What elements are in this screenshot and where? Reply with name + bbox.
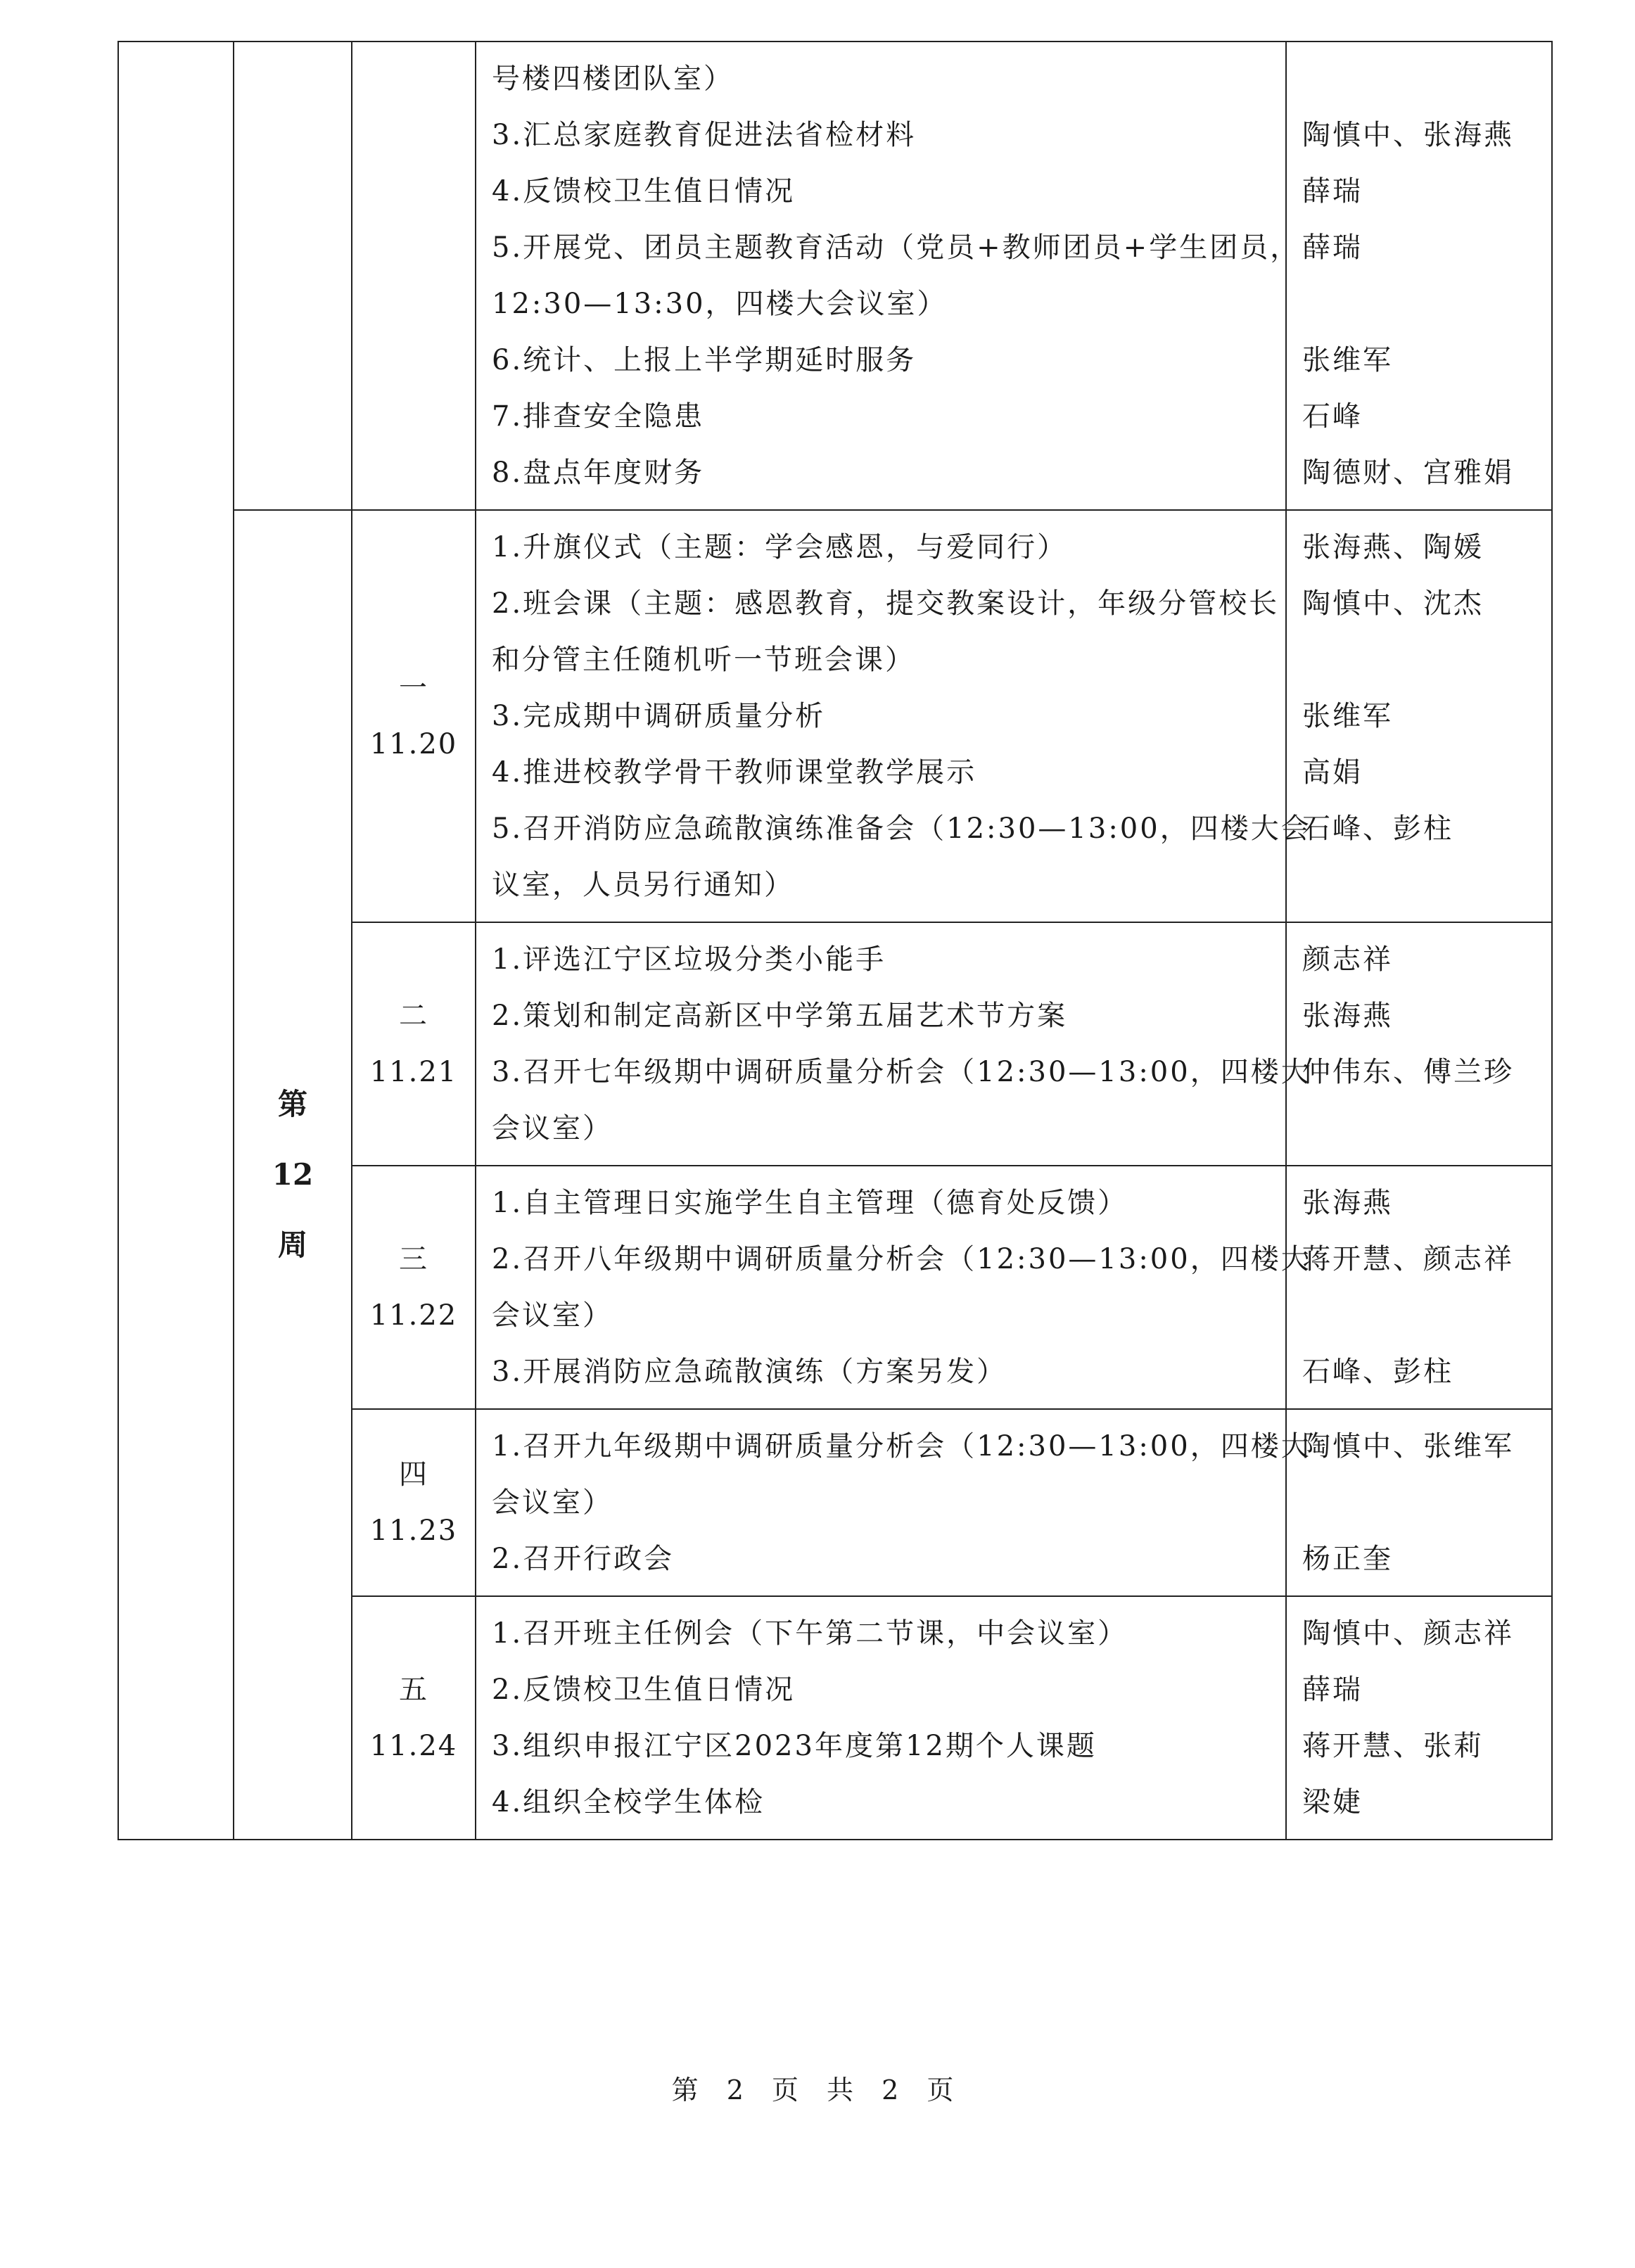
owners-cell	[1286, 510, 1552, 922]
day-cell	[352, 922, 476, 1166]
task-line: 4.反馈校卫生值日情况	[492, 175, 796, 208]
owner-line: 陶慎中、张维军	[1302, 1430, 1514, 1463]
task-line: 5.开展党、团员主题教育活动（党员+教师团员+学生团员，	[492, 231, 1301, 264]
tasks-cell	[476, 922, 1311, 1166]
prev-day-cell	[352, 42, 476, 510]
date-label: 11.20	[369, 728, 458, 760]
task-line: 2.反馈校卫生值日情况	[492, 1674, 796, 1706]
task-line: 6.统计、上报上半学期延时服务	[492, 344, 917, 376]
owner-line: 石峰、彭柱	[1302, 1356, 1453, 1388]
task-line: 会议室）	[492, 1112, 613, 1145]
owner-line: 陶慎中、颜志祥	[1302, 1617, 1514, 1650]
owner-line	[1302, 1287, 1551, 1344]
task-line: 2.策划和制定高新区中学第五届艺术节方案	[492, 1000, 1068, 1032]
owner-line: 薛瑞	[1302, 231, 1363, 264]
weekday-label: 二	[399, 1000, 428, 1032]
tasks-cell	[476, 1409, 1311, 1596]
table-row	[118, 42, 1552, 510]
owner-line: 石峰	[1302, 400, 1363, 433]
owner-line: 梁婕	[1302, 1786, 1363, 1818]
owner-line	[1302, 276, 1551, 332]
page-footer: 第 2 页 共 2 页	[671, 2075, 964, 2105]
owner-line: 高娟	[1302, 756, 1363, 789]
task-line: 3.完成期中调研质量分析	[492, 700, 826, 732]
task-line: 和分管主任随机听一节班会课）	[492, 644, 915, 676]
owners-cell	[1286, 42, 1552, 510]
weekday-label: 一	[399, 672, 428, 704]
task-line: 12:30—13:30，四楼大会议室）	[492, 288, 948, 320]
owner-line: 薛瑞	[1302, 175, 1363, 208]
task-line: 议室，人员另行通知）	[492, 869, 794, 901]
owner-line: 仲伟东、傅兰珍	[1302, 1056, 1514, 1088]
task-line: 2.召开行政会	[492, 1543, 675, 1575]
week-label-num: 12	[272, 1157, 314, 1192]
owner-line: 陶慎中、张海燕	[1302, 119, 1514, 151]
week-label-char1: 第	[277, 1087, 307, 1121]
owner-line: 张海燕、陶媛	[1302, 531, 1484, 563]
owner-line: 陶德财、宫雅娟	[1302, 457, 1514, 489]
owner-line	[1302, 1100, 1551, 1157]
owner-line: 张维军	[1302, 700, 1393, 732]
date-label: 11.24	[369, 1730, 458, 1762]
table-row	[118, 510, 1552, 922]
weekday-label: 四	[399, 1458, 428, 1491]
task-line: 会议室）	[492, 1486, 613, 1519]
owners-cell	[1286, 1596, 1552, 1840]
task-line: 1.评选江宁区垃圾分类小能手	[492, 943, 886, 976]
task-line: 3.组织申报江宁区2023年度第12期个人课题	[492, 1730, 1097, 1762]
task-line: 1.自主管理日实施学生自主管理（德育处反馈）	[492, 1187, 1128, 1219]
tasks-cell	[476, 1166, 1311, 1409]
task-line: 7.排查安全隐患	[492, 400, 705, 433]
schedule-table	[117, 41, 1553, 1840]
owner-line: 张海燕	[1302, 1000, 1393, 1032]
week-label-cell	[234, 510, 352, 1840]
task-line: 会议室）	[492, 1299, 613, 1332]
owner-line: 薛瑞	[1302, 1674, 1363, 1706]
task-line: 号楼四楼团队室）	[492, 63, 734, 95]
owners-cell	[1286, 922, 1552, 1166]
day-cell	[352, 1409, 476, 1596]
day-cell	[352, 1596, 476, 1840]
owner-line: 蒋开慧、张莉	[1302, 1730, 1484, 1762]
task-line: 8.盘点年度财务	[492, 457, 705, 489]
task-line: 4.组织全校学生体检	[492, 1786, 765, 1818]
owner-line	[1302, 632, 1551, 688]
owner-line: 蒋开慧、颜志祥	[1302, 1243, 1514, 1275]
owners-cell	[1286, 1166, 1552, 1409]
task-line: 2.召开八年级期中调研质量分析会（12:30—13:00，四楼大	[492, 1243, 1311, 1275]
weekday-label: 五	[399, 1674, 428, 1706]
owner-line	[1302, 1474, 1551, 1531]
tasks-cell	[476, 42, 1301, 510]
weekday-label: 三	[399, 1243, 428, 1275]
date-label: 11.21	[369, 1056, 458, 1088]
task-line: 3.召开七年级期中调研质量分析会（12:30—13:00，四楼大	[492, 1056, 1311, 1088]
tasks-cell	[476, 510, 1311, 922]
task-line: 3.开展消防应急疏散演练（方案另发）	[492, 1356, 1007, 1388]
task-line: 3.汇总家庭教育促进法省检材料	[492, 119, 917, 151]
owners-cell	[1286, 1409, 1552, 1596]
date-label: 11.23	[369, 1515, 458, 1547]
owner-line	[1302, 51, 1551, 107]
owner-line: 杨正奎	[1302, 1543, 1393, 1575]
owner-line: 陶慎中、沈杰	[1302, 587, 1484, 620]
date-label: 11.22	[369, 1299, 458, 1332]
task-line: 1.召开九年级期中调研质量分析会（12:30—13:00，四楼大	[492, 1430, 1311, 1463]
task-line: 4.推进校教学骨干教师课堂教学展示	[492, 756, 977, 789]
prev-week-cell	[234, 42, 352, 510]
task-line: 1.召开班主任例会（下午第二节课，中会议室）	[492, 1617, 1128, 1650]
tasks-cell	[476, 1596, 1286, 1840]
week-label-char2: 周	[277, 1228, 307, 1262]
owner-line	[1302, 857, 1551, 913]
day-cell	[352, 1166, 476, 1409]
owner-line: 颜志祥	[1302, 943, 1393, 976]
day-cell	[352, 510, 476, 922]
owner-line: 张维军	[1302, 344, 1393, 376]
owner-line: 石峰、彭柱	[1302, 813, 1453, 845]
owner-line: 张海燕	[1302, 1187, 1393, 1219]
month-cell	[118, 42, 234, 1840]
task-line: 5.召开消防应急疏散演练准备会（12:30—13:00，四楼大会	[492, 813, 1311, 845]
task-line: 2.班会课（主题：感恩教育，提交教案设计，年级分管校长	[492, 587, 1280, 620]
task-line: 1.升旗仪式（主题：学会感恩，与爱同行）	[492, 531, 1068, 563]
